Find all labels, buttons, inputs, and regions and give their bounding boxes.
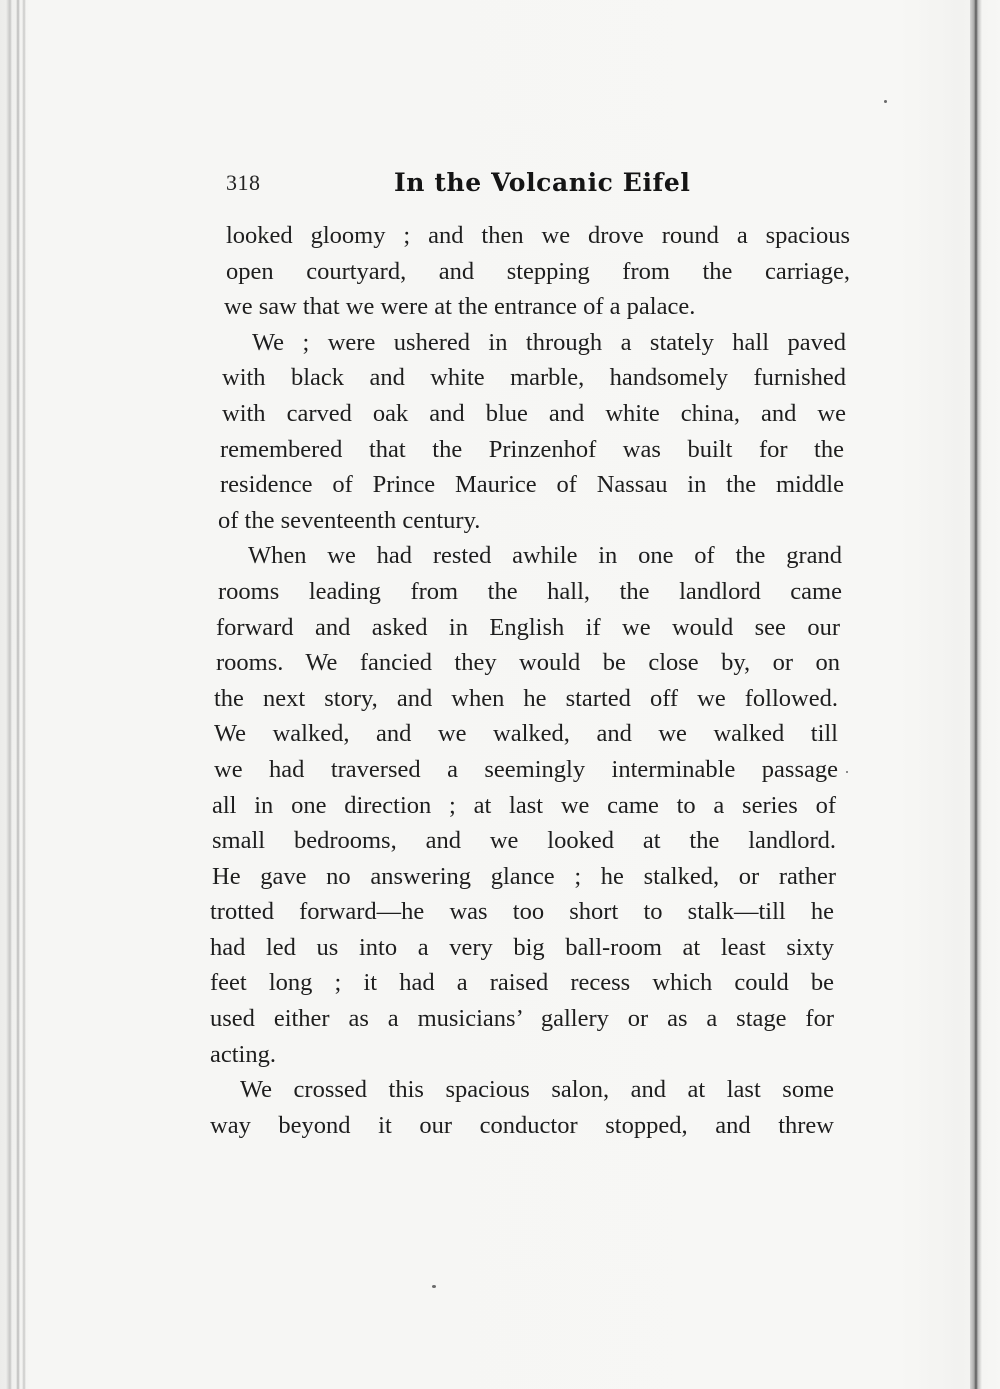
text-line: with black and white marble, handsomely furnished xyxy=(222,364,846,392)
text-line: looked gloomy ; and then we drove round a spacious xyxy=(226,222,850,249)
text-line: used either as a musicians’ gallery or as a stage for xyxy=(210,1005,834,1033)
text-line: remembered that the Prinzenhof was built for the xyxy=(220,435,844,463)
text-line: of the seventeenth century. xyxy=(218,506,481,534)
running-title: In the Volcanic Eifel xyxy=(394,168,691,197)
body-text xyxy=(210,218,850,1143)
text-line: we saw that we were at the entrance of a palace. xyxy=(224,293,696,321)
paper-speck xyxy=(432,1285,436,1288)
text-line: trotted forward—he was too short to stalk—till he xyxy=(210,898,834,926)
text-line: We ; were ushered in through a stately hall paved xyxy=(252,328,846,356)
text-line: the next story, and when he started off we followed. xyxy=(214,684,838,712)
text-line: had led us into a very big ball-room at least sixty xyxy=(210,933,834,961)
paper-speck xyxy=(846,771,848,773)
text-line: We crossed this spacious salon, and at last some xyxy=(240,1076,834,1104)
text-line: rooms leading from the hall, the landlord came xyxy=(218,577,842,605)
page-right-edge xyxy=(970,0,982,1389)
page-gutter-edge xyxy=(6,0,26,1389)
paper-speck xyxy=(884,100,887,103)
text-line: way beyond it our conductor stopped, and threw xyxy=(210,1111,834,1139)
text-line: all in one direction ; at last we came to a series of xyxy=(212,791,836,819)
running-head xyxy=(226,168,826,208)
text-line: residence of Prince Maurice of Nassau in the middle xyxy=(220,471,844,499)
text-line: with carved oak and blue and white china, and we xyxy=(222,399,846,427)
page-number: 318 xyxy=(226,170,261,195)
text-line: we had traversed a seemingly interminable passage xyxy=(214,755,838,783)
text-line: He gave no answering glance ; he stalked, or rather xyxy=(212,862,836,890)
text-line: small bedrooms, and we looked at the landlord. xyxy=(212,827,836,855)
text-line: forward and asked in English if we would see our xyxy=(216,613,840,641)
text-line: When we had rested awhile in one of the grand xyxy=(248,542,842,570)
text-line: open courtyard, and stepping from the carriage, xyxy=(226,257,850,285)
text-line: We walked, and we walked, and we walked till xyxy=(214,720,838,748)
text-line: acting. xyxy=(210,1040,276,1068)
text-line: rooms. We fancied they would be close by, or on xyxy=(216,649,840,677)
text-line: feet long ; it had a raised recess which could be xyxy=(210,969,834,997)
